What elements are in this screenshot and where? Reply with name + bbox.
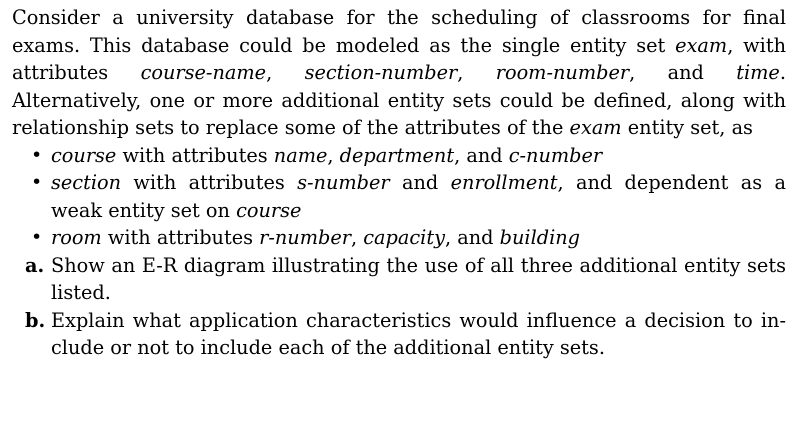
list-item (12, 142, 786, 170)
bullet-sep: and (389, 171, 451, 194)
bullet-sep: , (350, 226, 364, 249)
attribute-room-number: room-number (495, 61, 630, 84)
intro-text-1: Consider a university database for the scheduling of classrooms for final exams. This database could be modeled as the single entity set (12, 6, 786, 57)
question-text: Show an E-R diagram illustrating the use of all three additional entity sets listed. (51, 253, 786, 304)
bullet-sep: , (327, 143, 340, 167)
attribute-course-name: course-name (140, 61, 267, 84)
entity-name: room (51, 226, 102, 249)
attribute-name: r-number (259, 226, 351, 249)
attribute-name: enrollment (450, 171, 558, 194)
attribute-name: capacity (363, 226, 445, 249)
bullet-sep: , and (454, 143, 509, 167)
intro-text-4: entity set, as (621, 116, 753, 139)
attribute-name: c-number (508, 143, 603, 167)
intro-sep-1: , (266, 61, 305, 84)
question-item (12, 307, 786, 362)
list-item (12, 224, 786, 252)
attribute-name: department (339, 143, 455, 167)
attribute-time: time (736, 61, 780, 84)
bullet-text: with attributes (121, 171, 298, 194)
question-label: a. (25, 253, 45, 277)
intro-text-2: , with attributes (12, 33, 786, 84)
intro-text-3: . Alternatively, one or more additional entity sets could be defined, along with relationship sets to replace some of the attributes of the (12, 61, 786, 139)
question-list (12, 252, 786, 362)
attribute-name: name (273, 143, 328, 167)
bullet-marker: • (31, 171, 43, 193)
intro-sep-3: , and (629, 61, 737, 84)
bullet-marker: • (31, 143, 43, 166)
entity-set-list (12, 142, 786, 252)
entity-name: course (236, 198, 302, 222)
attribute-section-number: section-number (304, 61, 458, 84)
intro-sep-2: , (457, 61, 496, 84)
question-text: Explain what application characteristics would influence a decision to in- clude or not to include each of the additional entity sets. (51, 308, 786, 359)
bullet-text: with attributes (101, 226, 260, 249)
bullet-sep: , and (444, 226, 500, 249)
attribute-name: s-number (297, 171, 390, 194)
intro-paragraph (12, 4, 786, 142)
entity-exam: exam (675, 33, 728, 57)
list-item (12, 169, 786, 224)
entity-exam-ref: exam (569, 116, 622, 139)
bullet-marker: • (31, 226, 43, 248)
question-item (12, 252, 786, 307)
bullet-text: with attributes (116, 143, 274, 167)
question-label: b. (25, 308, 46, 332)
attribute-name: building (499, 226, 581, 249)
entity-name: section (51, 171, 122, 194)
entity-name: course (51, 143, 117, 167)
bullet-sep: , and dependent as a weak entity set on (51, 171, 786, 222)
